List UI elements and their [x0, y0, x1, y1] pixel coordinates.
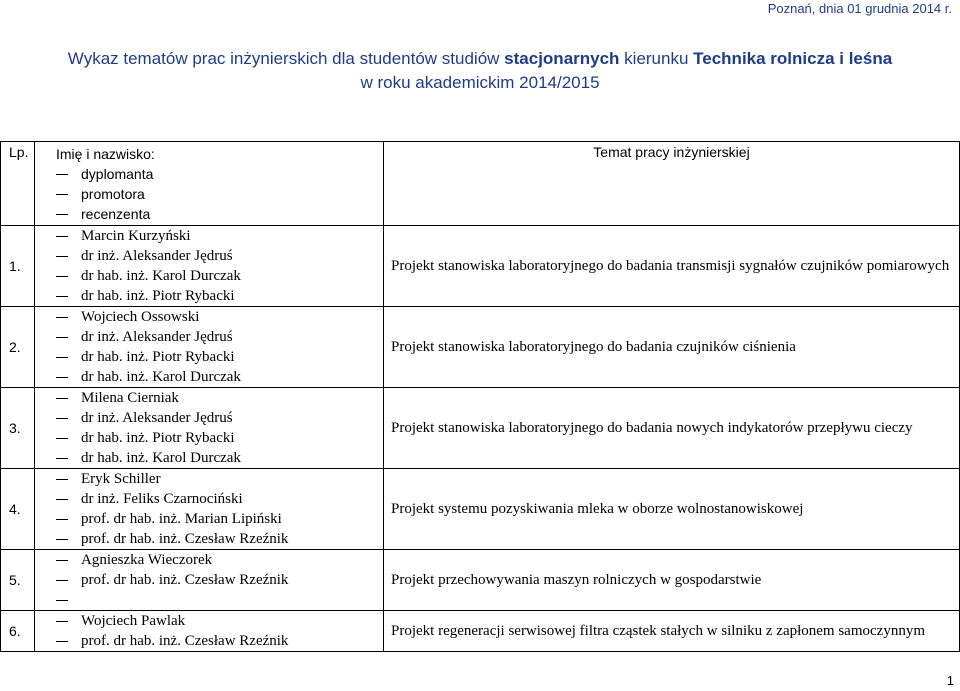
header-sub-line: recenzenta	[35, 204, 383, 224]
table-header-row	[1, 142, 960, 226]
header-names	[35, 142, 384, 226]
document-title	[0, 47, 960, 95]
title-academic-year: w roku akademickim 2014/2015	[360, 73, 600, 92]
row-names: Marcin Kurzyński dr inż. Aleksander Jędruś dr hab. inż. Karol Durczak dr hab. inż. Piotr Rybacki	[35, 226, 384, 307]
title-field: Technika rolnicza i leśna	[693, 49, 893, 68]
row-topic: Projekt regeneracji serwisowej filtra cząstek stałych w silniku z zapłonem samoczynnym	[384, 611, 960, 652]
table-row	[1, 469, 960, 550]
row-lp: 3.	[1, 388, 35, 469]
row-topic: Projekt stanowiska laboratoryjnego do badania czujników ciśnienia	[384, 307, 960, 388]
row-lp: 5.	[1, 550, 35, 611]
table-row	[1, 388, 960, 469]
row-topic: Projekt systemu pozyskiwania mleka w oborze wolnostanowiskowej	[384, 469, 960, 550]
table-row	[1, 307, 960, 388]
row-topic: Projekt przechowywania maszyn rolniczych w gospodarstwie	[384, 550, 960, 611]
row-topic: Projekt stanowiska laboratoryjnego do badania transmisji sygnałów czujników pomiarowych	[384, 226, 960, 307]
title-study-mode: stacjonarnych	[504, 49, 620, 68]
table-row	[1, 550, 960, 611]
header-names-title: Imię i nazwisko:	[56, 146, 155, 162]
theses-table	[0, 141, 960, 652]
row-lp: 6.	[1, 611, 35, 652]
header-topic: Temat pracy inżynierskiej	[384, 142, 960, 226]
document-date: Poznań, dnia 01 grudnia 2014 r.	[767, 1, 952, 16]
row-names: Milena Cierniak dr inż. Aleksander Jędruś dr hab. inż. Piotr Rybacki dr hab. inż. Karol Durczak	[35, 388, 384, 469]
title-mid: kierunku	[619, 49, 694, 68]
row-names: Agnieszka Wieczorek prof. dr hab. inż. Czesław Rzeźnik	[35, 550, 384, 611]
page-number: 1	[946, 673, 954, 688]
row-names: Eryk Schiller dr inż. Feliks Czarnociński prof. dr hab. inż. Marian Lipiński prof. dr hab. inż. Czesław Rzeźnik	[35, 469, 384, 550]
header-lp: Lp.	[1, 142, 35, 226]
row-names: Wojciech Pawlak prof. dr hab. inż. Czesław Rzeźnik	[35, 611, 384, 652]
header-sub-line: dyplomanta	[35, 164, 383, 184]
table-row	[1, 611, 960, 652]
row-names: Wojciech Ossowski dr inż. Aleksander Jędruś dr hab. inż. Piotr Rybacki dr hab. inż. Karol Durczak	[35, 307, 384, 388]
row-lp: 2.	[1, 307, 35, 388]
row-lp: 4.	[1, 469, 35, 550]
row-lp: 1.	[1, 226, 35, 307]
header-sub-line: promotora	[35, 184, 383, 204]
row-topic: Projekt stanowiska laboratoryjnego do badania nowych indykatorów przepływu cieczy	[384, 388, 960, 469]
title-prefix: Wykaz tematów prac inżynierskich dla studentów studiów	[67, 49, 505, 68]
table-row	[1, 226, 960, 307]
